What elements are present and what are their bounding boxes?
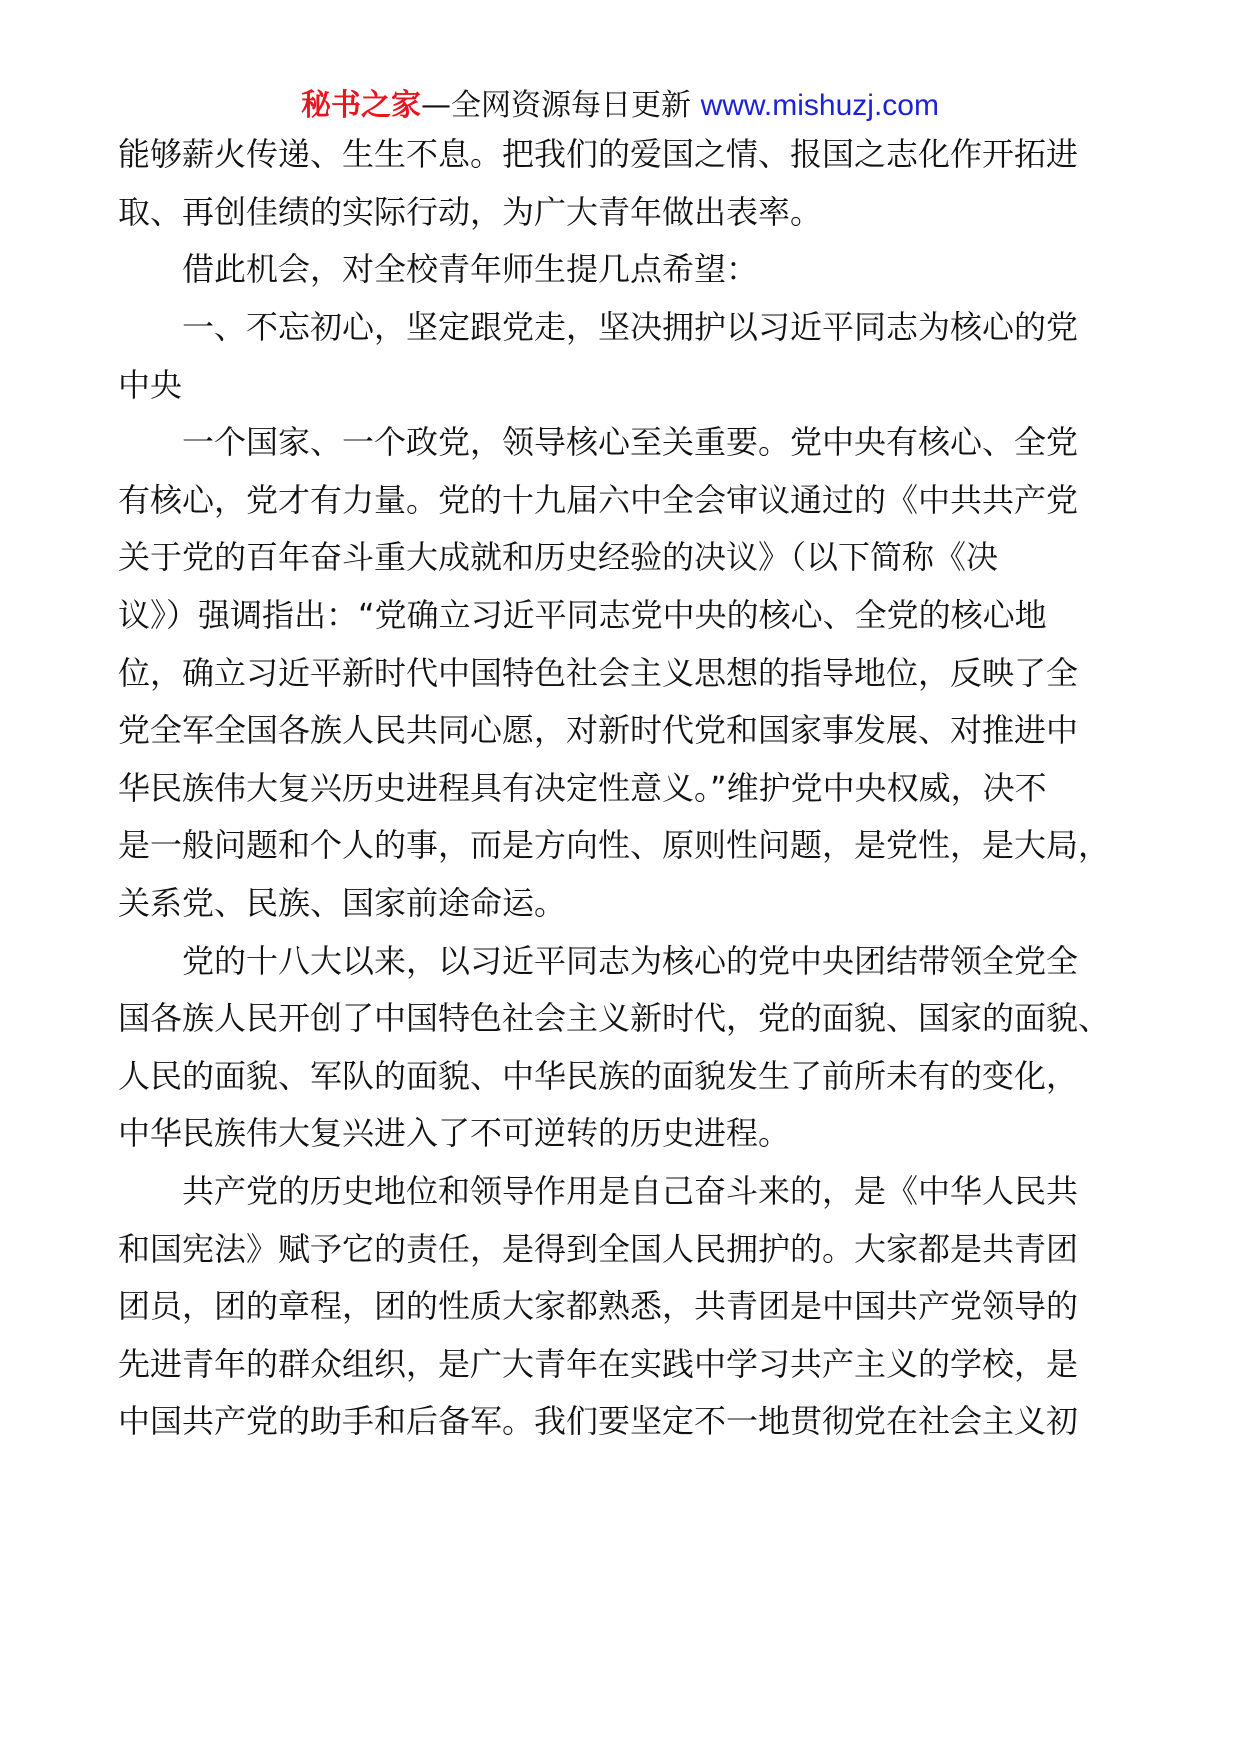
text-line: 关系党、民族、国家前途命运。 — [118, 884, 567, 922]
text-line: 先进青年的群众组织，是广大青年在实践中学习共产主义的学校，是 — [118, 1345, 1079, 1383]
text-line: 能够薪火传递、生生不息。把我们的爱国之情、报国之志化作开拓进 — [118, 135, 1079, 173]
text-line: 中华民族伟大复兴进入了不可逆转的历史进程。 — [118, 1114, 791, 1152]
text-line: 团员，团的章程，团的性质大家都熟悉，共青团是中国共产党领导的 — [118, 1287, 1079, 1325]
text-line: 取、再创佳绩的实际行动，为广大青年做出表率。 — [118, 193, 823, 231]
text-line: 党全军全国各族人民共同心愿，对新时代党和国家事发展、对推进中 — [118, 711, 1079, 749]
text-line: 国各族人民开创了中国特色社会主义新时代，党的面貌、国家的面貌、 — [118, 999, 1111, 1037]
site-tagline: —全网资源每日更新 — [421, 88, 692, 123]
section-heading: 中央 — [118, 366, 183, 404]
text-line: 一个国家、一个政党，领导核心至关重要。党中央有核心、全党 — [118, 423, 1079, 461]
text-line: 位，确立习近平新时代中国特色社会主义思想的指导地位，反映了全 — [118, 654, 1079, 692]
text-line: 共产党的历史地位和领导作用是自己奋斗来的，是《中华人民共 — [118, 1172, 1079, 1210]
site-brand: 秘书之家 — [301, 88, 422, 123]
text-line: 和国宪法》赋予它的责任，是得到全国人民拥护的。大家都是共青团 — [118, 1230, 1079, 1268]
text-line: 有核心，党才有力量。党的十九届六中全会审议通过的《中共共产党 — [118, 481, 1079, 519]
text-line: 党的十八大以来，以习近平同志为核心的党中央团结带领全党全 — [118, 942, 1079, 980]
page-header — [0, 84, 1240, 128]
text-line: 是一般问题和个人的事，而是方向性、原则性问题，是党性，是大局， — [118, 826, 1111, 864]
text-line: 华民族伟大复兴历史进程具有决定性意义。”维护党中央权威，决不 — [118, 769, 1047, 807]
text-line: 关于党的百年奋斗重大成就和历史经验的决议》（以下简称《决 — [118, 538, 999, 576]
text-line: 议》）强调指出：“党确立习近平同志党中央的核心、全党的核心地 — [118, 596, 1047, 634]
text-line: 中国共产党的助手和后备军。我们要坚定不一地贯彻党在社会主义初 — [118, 1402, 1079, 1440]
section-heading: 一、不忘初心，坚定跟党走，坚决拥护以习近平同志为核心的党 — [118, 308, 1079, 346]
text-line: 借此机会，对全校青年师生提几点希望： — [118, 250, 759, 288]
text-line: 人民的面貌、军队的面貌、中华民族的面貌发生了前所未有的变化， — [118, 1057, 1079, 1095]
site-url-link[interactable]: www.mishuzj.com — [700, 89, 939, 122]
